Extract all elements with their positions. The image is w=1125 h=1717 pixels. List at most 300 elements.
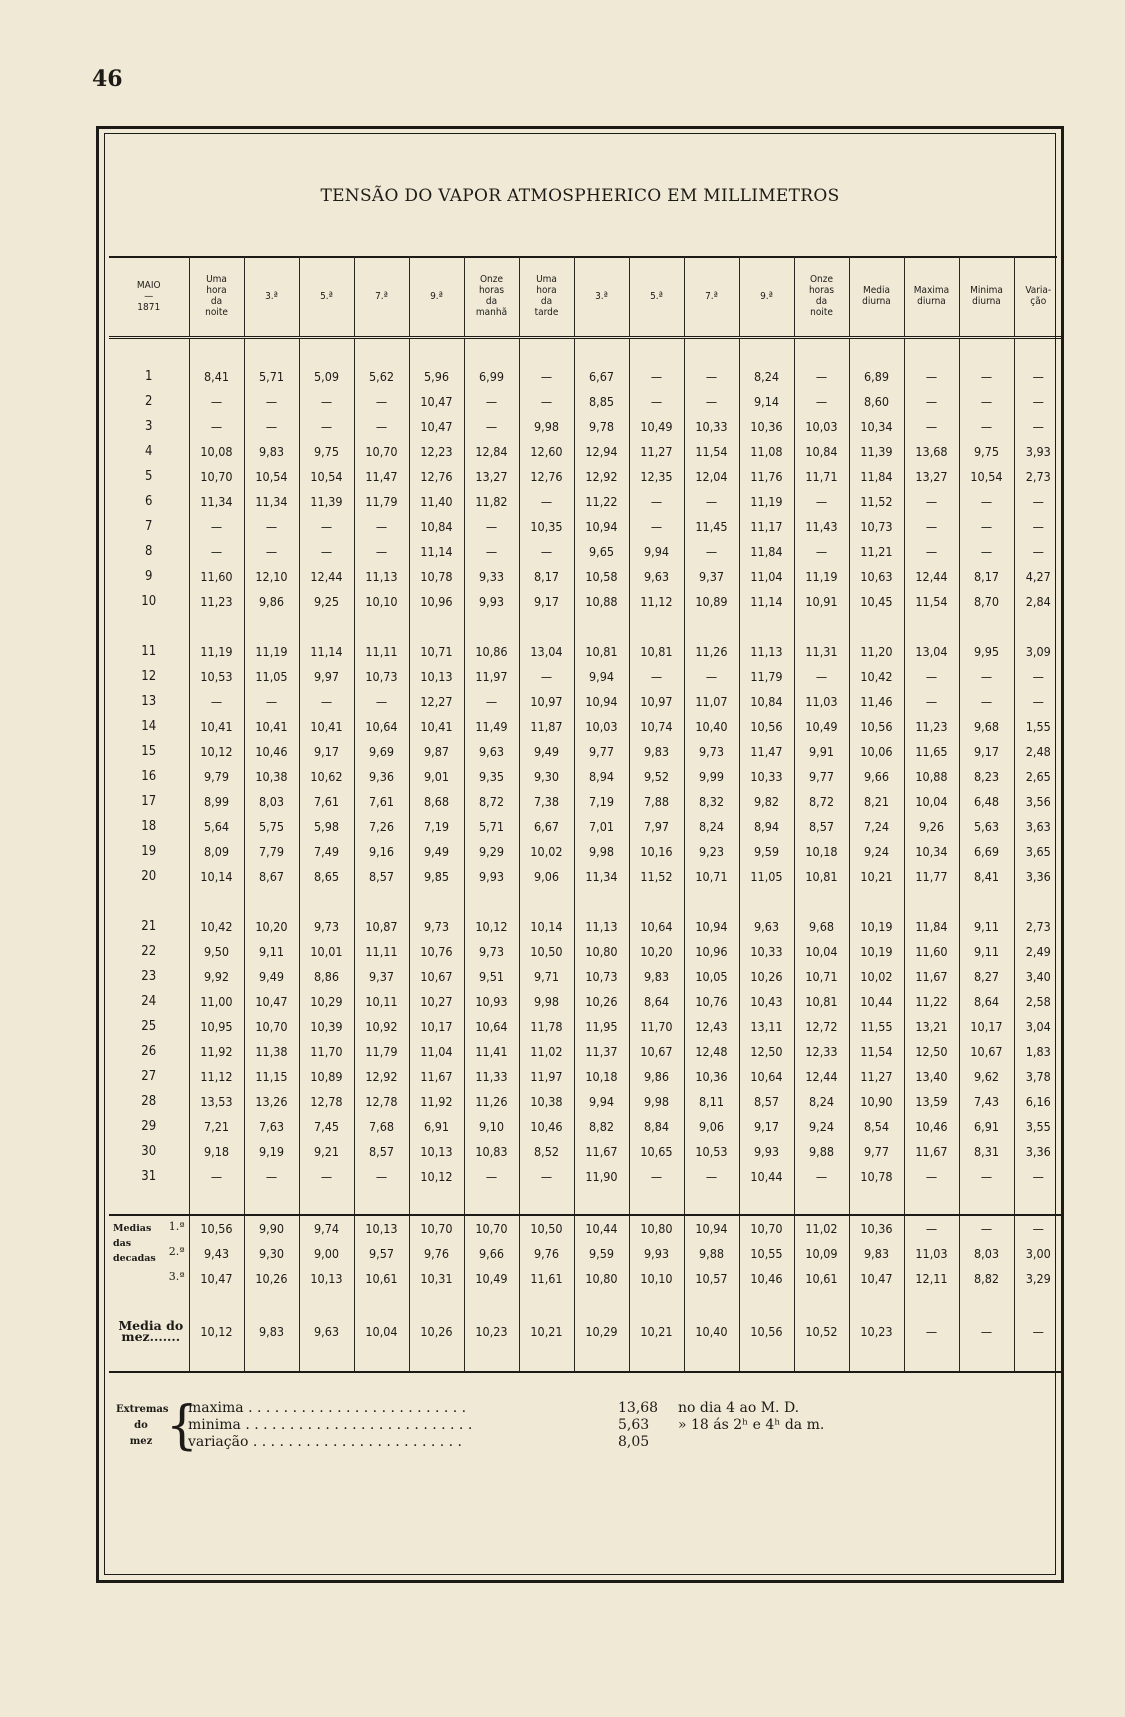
value-cell: 9,10 [464, 1114, 519, 1139]
value-cell: 11,23 [904, 714, 959, 739]
value-cell: 11,60 [904, 939, 959, 964]
value-cell: — [244, 414, 299, 439]
column-header-line: diurna [862, 296, 891, 307]
value-cell: — [959, 364, 1014, 389]
spacer-cell [684, 1189, 739, 1215]
value-cell: 9,83 [244, 439, 299, 464]
value-cell: — [684, 389, 739, 414]
column-header-line: da [815, 296, 828, 307]
value-cell: 10,19 [849, 914, 904, 939]
value-cell: 9,37 [684, 564, 739, 589]
spacer-cell [904, 1189, 959, 1215]
value-cell: 8,57 [794, 814, 849, 839]
spacer-cell [464, 1189, 519, 1215]
value-cell: 10,13 [409, 1139, 464, 1164]
value-cell: 9,52 [629, 764, 684, 789]
spacer-cell [189, 1189, 244, 1215]
value-cell: 9,35 [464, 764, 519, 789]
value-cell: 11,11 [354, 939, 409, 964]
value-cell: 7,45 [299, 1114, 354, 1139]
value-cell: 8,82 [959, 1266, 1014, 1291]
value-cell: 12,78 [354, 1089, 409, 1114]
value-cell: 6,89 [849, 364, 904, 389]
spacer-cell [849, 1189, 904, 1215]
spacer-cell [244, 1291, 299, 1316]
table-row [109, 1014, 1062, 1039]
spacer-cell [464, 338, 519, 365]
value-cell: 10,62 [299, 764, 354, 789]
value-cell: 10,44 [739, 1164, 794, 1189]
value-cell: — [959, 689, 1014, 714]
spacer-cell [849, 338, 904, 365]
extreme-row [188, 1400, 1008, 1418]
decade-group-label-line: decadas [113, 1253, 156, 1264]
value-cell: 9,73 [299, 914, 354, 939]
spacer-cell [464, 889, 519, 914]
value-cell: 10,67 [959, 1039, 1014, 1064]
value-cell: 9,94 [574, 664, 629, 689]
value-cell: 9,92 [189, 964, 244, 989]
day-number: 8 [109, 539, 189, 564]
value-cell: 9,37 [354, 964, 409, 989]
value-cell: 10,03 [574, 714, 629, 739]
month-dash: — [144, 290, 154, 302]
value-cell: — [959, 389, 1014, 414]
day-number: 17 [109, 789, 189, 814]
table-row [109, 1114, 1062, 1139]
column-header [959, 256, 1014, 338]
value-cell: 10,71 [794, 964, 849, 989]
value-cell: 11,79 [739, 664, 794, 689]
day-number: 4 [109, 439, 189, 464]
spacer-cell [189, 614, 244, 639]
value-cell: 9,30 [519, 764, 574, 789]
decade-number: 2.ª [168, 1245, 185, 1258]
spacer-cell [189, 889, 244, 914]
value-cell: 9,98 [519, 989, 574, 1014]
value-cell: 3,40 [1014, 964, 1062, 989]
value-cell: 9,17 [959, 739, 1014, 764]
value-cell: 10,17 [959, 1014, 1014, 1039]
spacer-cell [299, 1291, 354, 1316]
spacer-cell [904, 614, 959, 639]
value-cell: 8,70 [959, 589, 1014, 614]
decade-group-label-line: Medias [113, 1223, 152, 1234]
value-cell: 10,09 [794, 1241, 849, 1266]
value-cell: 8,67 [244, 864, 299, 889]
value-cell: 10,56 [849, 714, 904, 739]
value-cell: 11,34 [189, 489, 244, 514]
value-cell: 12,92 [574, 464, 629, 489]
value-cell: 5,62 [354, 364, 409, 389]
value-cell: 11,14 [739, 589, 794, 614]
spacer-cell [244, 1346, 299, 1372]
value-cell: 10,36 [739, 414, 794, 439]
decade-group-label [109, 1221, 156, 1266]
value-cell: — [904, 1316, 959, 1346]
spacer-cell [739, 1189, 794, 1215]
spacer-cell [959, 1291, 1014, 1316]
value-cell: — [904, 539, 959, 564]
value-cell: 9,50 [189, 939, 244, 964]
value-cell: 10,80 [629, 1215, 684, 1241]
value-cell: 10,11 [354, 989, 409, 1014]
value-cell: 6,91 [959, 1114, 1014, 1139]
value-cell: — [684, 1164, 739, 1189]
value-cell: 11,15 [244, 1064, 299, 1089]
value-cell: 6,91 [409, 1114, 464, 1139]
value-cell: 9,11 [244, 939, 299, 964]
value-cell: 10,43 [739, 989, 794, 1014]
decade-group-label-line: das [113, 1238, 132, 1249]
value-cell: 12,60 [519, 439, 574, 464]
value-cell: — [959, 1215, 1014, 1241]
row-spacer [109, 1346, 1062, 1372]
value-cell: 9,95 [959, 639, 1014, 664]
spacer-cell [684, 614, 739, 639]
value-cell: 11,46 [849, 689, 904, 714]
value-cell: 10,02 [849, 964, 904, 989]
value-cell: 7,79 [244, 839, 299, 864]
value-cell: 9,99 [684, 764, 739, 789]
value-cell: 10,13 [354, 1215, 409, 1241]
spacer-cell [299, 1189, 354, 1215]
value-cell: 10,20 [629, 939, 684, 964]
table-row [109, 1316, 1062, 1346]
value-cell: — [629, 664, 684, 689]
value-cell: 10,26 [244, 1266, 299, 1291]
value-cell: 10,42 [849, 664, 904, 689]
value-cell: 11,49 [464, 714, 519, 739]
spacer-cell [629, 889, 684, 914]
value-cell: 9,69 [354, 739, 409, 764]
value-cell: 10,84 [794, 439, 849, 464]
value-cell: 5,71 [464, 814, 519, 839]
value-cell: 10,70 [739, 1215, 794, 1241]
column-header-line: Media [862, 285, 891, 296]
value-cell: 12,23 [409, 439, 464, 464]
value-cell: 10,70 [354, 439, 409, 464]
value-cell: — [959, 1164, 1014, 1189]
value-cell: 12,35 [629, 464, 684, 489]
spacer-cell [1014, 338, 1062, 365]
value-cell: 10,46 [739, 1266, 794, 1291]
value-cell: 12,10 [244, 564, 299, 589]
value-cell: 10,01 [299, 939, 354, 964]
row-spacer [109, 338, 1062, 365]
value-cell: — [959, 489, 1014, 514]
value-cell: 9,87 [409, 739, 464, 764]
value-cell: 9,43 [189, 1241, 244, 1266]
value-cell: 12,84 [464, 439, 519, 464]
value-cell: — [189, 389, 244, 414]
spacer-cell [464, 614, 519, 639]
value-cell: 10,19 [849, 939, 904, 964]
value-cell: 10,52 [794, 1316, 849, 1346]
value-cell: 9,83 [849, 1241, 904, 1266]
value-cell: 8,31 [959, 1139, 1014, 1164]
extreme-name: minima . . . . . . . . . . . . . . . . . . . . . . . . . . [188, 1417, 473, 1433]
day-number: 11 [109, 639, 189, 664]
value-cell: 9,36 [354, 764, 409, 789]
value-cell: 10,47 [409, 389, 464, 414]
value-cell: 10,35 [519, 514, 574, 539]
spacer-cell [629, 338, 684, 365]
value-cell: — [794, 539, 849, 564]
value-cell: 8,03 [959, 1241, 1014, 1266]
value-cell: 9,66 [464, 1241, 519, 1266]
table-row [109, 664, 1062, 689]
value-cell: 6,48 [959, 789, 1014, 814]
value-cell: 11,92 [409, 1089, 464, 1114]
value-cell: — [904, 414, 959, 439]
value-cell: 9,62 [959, 1064, 1014, 1089]
value-cell: 10,45 [849, 589, 904, 614]
column-header [464, 256, 519, 338]
value-cell: 10,50 [519, 939, 574, 964]
spacer-cell [109, 338, 189, 365]
value-cell: 11,47 [354, 464, 409, 489]
day-number: 3 [109, 414, 189, 439]
value-cell: 10,86 [464, 639, 519, 664]
value-cell: 11,19 [189, 639, 244, 664]
page-number: 46 [92, 66, 123, 92]
column-header [299, 256, 354, 338]
value-cell: 9,78 [574, 414, 629, 439]
value-cell: 9,91 [794, 739, 849, 764]
value-cell: 11,08 [739, 439, 794, 464]
value-cell: 1,55 [1014, 714, 1062, 739]
value-cell: 8,17 [519, 564, 574, 589]
value-cell: 11,04 [409, 1039, 464, 1064]
value-cell: 10,67 [629, 1039, 684, 1064]
value-cell: 7,24 [849, 814, 904, 839]
value-cell: 10,27 [409, 989, 464, 1014]
value-cell: 13,11 [739, 1014, 794, 1039]
value-cell: 11,52 [849, 489, 904, 514]
value-cell: 10,64 [354, 714, 409, 739]
value-cell: 10,33 [739, 939, 794, 964]
value-cell: 1,83 [1014, 1039, 1062, 1064]
column-header [409, 256, 464, 338]
spacer-cell [244, 889, 299, 914]
value-cell: 9,93 [629, 1241, 684, 1266]
value-cell: 10,65 [629, 1139, 684, 1164]
value-cell: 11,21 [849, 539, 904, 564]
table-row [109, 564, 1062, 589]
value-cell: 11,39 [299, 489, 354, 514]
value-cell: 11,26 [464, 1089, 519, 1114]
column-header-line: hora [536, 285, 557, 296]
spacer-cell [244, 1189, 299, 1215]
value-cell: 9,88 [794, 1139, 849, 1164]
value-cell: — [354, 539, 409, 564]
value-cell: 10,67 [409, 964, 464, 989]
value-cell: 9,11 [959, 939, 1014, 964]
value-cell: 11,04 [739, 564, 794, 589]
value-cell: 8,41 [959, 864, 1014, 889]
value-cell: — [354, 414, 409, 439]
value-cell: 10,13 [299, 1266, 354, 1291]
value-cell: 13,59 [904, 1089, 959, 1114]
extreme-value: 5,63 [618, 1417, 650, 1433]
value-cell: 8,72 [794, 789, 849, 814]
value-cell: 10,21 [519, 1316, 574, 1346]
value-cell: 11,90 [574, 1164, 629, 1189]
value-cell: 3,36 [1014, 864, 1062, 889]
value-cell: 7,26 [354, 814, 409, 839]
column-header-line: 3.ª [265, 290, 278, 302]
value-cell: 11,22 [904, 989, 959, 1014]
column-header-line: diurna [917, 296, 946, 307]
value-cell: 10,49 [629, 414, 684, 439]
column-header-line: 9.ª [430, 290, 443, 302]
value-cell: 10,21 [849, 864, 904, 889]
spacer-cell [1014, 889, 1062, 914]
value-cell: 12,50 [904, 1039, 959, 1064]
value-cell: 10,84 [409, 514, 464, 539]
table-row [109, 764, 1062, 789]
value-cell: 9,63 [299, 1316, 354, 1346]
value-cell: — [189, 689, 244, 714]
value-cell: 10,74 [629, 714, 684, 739]
spacer-cell [629, 1291, 684, 1316]
value-cell: 11,22 [574, 489, 629, 514]
value-cell: 11,84 [904, 914, 959, 939]
value-cell: 10,64 [464, 1014, 519, 1039]
value-cell: 8,21 [849, 789, 904, 814]
value-cell: 11,95 [574, 1014, 629, 1039]
value-cell: 10,56 [739, 1316, 794, 1346]
value-cell: 10,95 [189, 1014, 244, 1039]
value-cell: 9,26 [904, 814, 959, 839]
table-row [109, 389, 1062, 414]
value-cell: 11,54 [684, 439, 739, 464]
value-cell: 9,76 [409, 1241, 464, 1266]
value-cell: 11,55 [849, 1014, 904, 1039]
spacer-cell [849, 1346, 904, 1372]
table-row [109, 364, 1062, 389]
column-header-line: diurna [972, 296, 1001, 307]
table-row [109, 864, 1062, 889]
month-mean-label [109, 1316, 189, 1346]
day-number: 21 [109, 914, 189, 939]
spacer-cell [189, 338, 244, 365]
day-number: 2 [109, 389, 189, 414]
table-row [109, 539, 1062, 564]
value-cell: 8,68 [409, 789, 464, 814]
value-cell: 3,63 [1014, 814, 1062, 839]
spacer-cell [299, 338, 354, 365]
value-cell: 9,33 [464, 564, 519, 589]
column-header [574, 256, 629, 338]
column-header-line: tarde [534, 307, 559, 318]
value-cell: 6,16 [1014, 1089, 1062, 1114]
extreme-row [188, 1417, 1008, 1435]
value-cell: 9,83 [629, 964, 684, 989]
value-cell: 10,14 [189, 864, 244, 889]
spacer-cell [409, 1346, 464, 1372]
value-cell: — [684, 539, 739, 564]
value-cell: — [629, 364, 684, 389]
value-cell: — [904, 514, 959, 539]
value-cell: — [354, 514, 409, 539]
vapor-tension-table [109, 256, 1062, 1373]
value-cell: — [904, 689, 959, 714]
value-cell: 9,51 [464, 964, 519, 989]
value-cell: 10,05 [684, 964, 739, 989]
value-cell: 12,94 [574, 439, 629, 464]
spacer-cell [794, 1291, 849, 1316]
spacer-cell [794, 338, 849, 365]
spacer-cell [409, 889, 464, 914]
value-cell: 11,34 [574, 864, 629, 889]
column-header-line: ção [1030, 296, 1047, 307]
value-cell: — [1014, 489, 1062, 514]
value-cell: 11,84 [849, 464, 904, 489]
spacer-cell [519, 1346, 574, 1372]
value-cell: 9,63 [739, 914, 794, 939]
value-cell: — [519, 664, 574, 689]
value-cell: 3,93 [1014, 439, 1062, 464]
spacer-cell [959, 889, 1014, 914]
value-cell: 9,98 [574, 839, 629, 864]
value-cell: — [189, 539, 244, 564]
value-cell: 11,54 [904, 589, 959, 614]
value-cell: 7,49 [299, 839, 354, 864]
spacer-cell [1014, 1291, 1062, 1316]
value-cell: 11,52 [629, 864, 684, 889]
value-cell: 9,73 [409, 914, 464, 939]
value-cell: 8,72 [464, 789, 519, 814]
spacer-cell [519, 338, 574, 365]
spacer-cell [904, 1346, 959, 1372]
value-cell: 12,44 [299, 564, 354, 589]
value-cell: 9,94 [629, 539, 684, 564]
column-header-line: 9.ª [760, 290, 773, 302]
value-cell: 13,21 [904, 1014, 959, 1039]
value-cell: 13,68 [904, 439, 959, 464]
value-cell: 12,72 [794, 1014, 849, 1039]
value-cell: 9,93 [464, 589, 519, 614]
extremes-brace: { [166, 1394, 198, 1456]
value-cell: 12,50 [739, 1039, 794, 1064]
value-cell: 9,77 [849, 1139, 904, 1164]
column-header [519, 256, 574, 338]
value-cell: 8,57 [739, 1089, 794, 1114]
value-cell: — [904, 664, 959, 689]
value-cell: 10,94 [684, 914, 739, 939]
value-cell: 10,71 [409, 639, 464, 664]
spacer-cell [464, 1291, 519, 1316]
value-cell: 11,76 [739, 464, 794, 489]
value-cell: 10,54 [299, 464, 354, 489]
value-cell: 8,24 [794, 1089, 849, 1114]
value-cell: 9,86 [629, 1064, 684, 1089]
value-cell: 12,27 [409, 689, 464, 714]
value-cell: — [244, 389, 299, 414]
value-cell: 10,29 [574, 1316, 629, 1346]
value-cell: 11,31 [794, 639, 849, 664]
value-cell: 10,50 [519, 1215, 574, 1241]
value-cell: 10,89 [684, 589, 739, 614]
spacer-cell [794, 889, 849, 914]
value-cell: — [354, 389, 409, 414]
month-header [109, 256, 189, 338]
column-header-line: noite [205, 307, 228, 318]
column-header-line: horas [478, 285, 505, 296]
value-cell: 11,33 [464, 1064, 519, 1089]
